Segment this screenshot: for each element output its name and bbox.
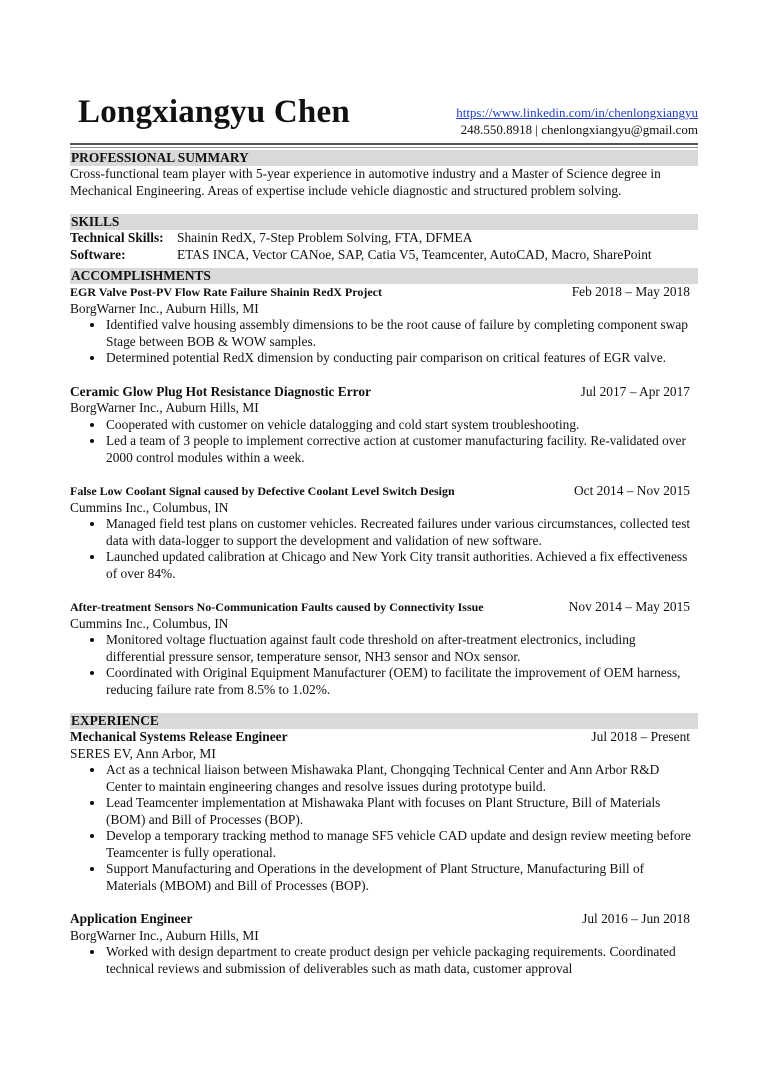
software-label: Software: — [70, 246, 126, 262]
accomplishments-heading: ACCOMPLISHMENTS — [70, 268, 698, 284]
software-value: ETAS INCA, Vector CANoe, SAP, Catia V5, Teamcenter, AutoCAD, Macro, SharePoint — [177, 246, 652, 262]
candidate-name: Longxiangyu Chen — [78, 94, 350, 130]
experience-entry — [70, 911, 698, 977]
accomplishment-title: False Low Coolant Signal caused by Defective Coolant Level Switch Design — [70, 484, 455, 498]
bullet-item: • Lead Teamcenter implementation at Mishawaka Plant with focuses on Plant Structure, Bill of Materials (BOM) and Bill of Processes (BOP). — [105, 795, 698, 828]
phone-email: 248.550.8918 | chenlongxiangyu@gmail.com — [460, 122, 698, 137]
linkedin-link[interactable]: https://www.linkedin.com/in/chenlongxiangyu — [456, 105, 698, 120]
summary-text: Cross-functional team player with 5-year experience in automotive industry and a Master of Science degree in Mechanical Engineering. Areas of expertise include vehicle diagnostic and structured problem solving. — [70, 166, 661, 198]
bullet-item: • Launched updated calibration at Chicago and New York City transit authorities. Achieved a fix effectiveness of over 84%. — [105, 549, 698, 582]
accomplishment-company: BorgWarner Inc., Auburn Hills, MI — [70, 400, 259, 415]
bullet-item: • Determined potential RedX dimension by conducting pair comparison on critical features of EGR valve. — [105, 350, 698, 367]
accomplishment-title: EGR Valve Post-PV Flow Rate Failure Shainin RedX Project — [70, 285, 382, 299]
accomplishment-date: Jul 2017 – Apr 2017 — [580, 383, 690, 399]
accomplishment-date: Nov 2014 – May 2015 — [568, 599, 690, 614]
accomplishment-date: Feb 2018 – May 2018 — [571, 284, 690, 299]
accomplishment-bullets — [70, 317, 698, 367]
job-company: BorgWarner Inc., Auburn Hills, MI — [70, 927, 259, 943]
summary-heading: PROFESSIONAL SUMMARY — [70, 150, 698, 166]
bullet-item: • Worked with design department to create product design per vehicle packaging requirements. Coordinated technical reviews and submission of deliverables such as math data, customer approval — [105, 944, 698, 977]
experience-entry — [70, 729, 698, 894]
bullet-item: • Managed field test plans on customer vehicles. Recreated failures under various circumstances, collected test data with data-logger to support the development and validation of new software. — [105, 516, 698, 549]
header-rule-thick — [70, 143, 698, 145]
accomplishment-title: After-treatment Sensors No-Communication Faults caused by Connectivity Issue — [70, 600, 484, 614]
bullet-item: • Monitored voltage fluctuation against fault code threshold on after-treatment electronics, including differential pressure sensor, temperature sensor, NH3 sensor and NOx sensor. — [105, 632, 698, 665]
bullet-item: • Develop a temporary tracking method to manage SF5 vehicle CAD update and design review meeting before Teamcenter is fully operational. — [105, 828, 698, 861]
job-date: Jul 2016 – Jun 2018 — [582, 911, 690, 926]
bullet-item: • Act as a technical liaison between Mishawaka Plant, Chongqing Technical Center and Ann Arbor R&D Center to maintain engineering changes and resolve issues during prototype build. — [105, 762, 698, 795]
accomplishment-bullets — [70, 516, 698, 582]
job-title: Mechanical Systems Release Engineer — [70, 729, 288, 744]
job-bullets — [70, 762, 698, 894]
resume-body — [70, 150, 698, 977]
accomplishment-title: Ceramic Glow Plug Hot Resistance Diagnostic Error — [70, 383, 371, 399]
accomplishment-date: Oct 2014 – Nov 2015 — [573, 483, 690, 498]
bullet-item: • Cooperated with customer on vehicle datalogging and cold start system troubleshooting. — [105, 417, 698, 434]
accomplishment-entry — [70, 284, 698, 367]
job-bullets — [70, 944, 698, 977]
technical-skills-value: Shainin RedX, 7-Step Problem Solving, FTA, DFMEA — [177, 230, 473, 245]
accomplishment-entry — [70, 483, 698, 582]
job-title: Application Engineer — [70, 911, 193, 926]
accomplishment-bullets — [70, 632, 698, 698]
accomplishment-company: Cummins Inc., Columbus, IN — [70, 499, 229, 515]
technical-skills-row — [70, 230, 698, 247]
job-company: SERES EV, Ann Arbor, MI — [70, 745, 216, 761]
software-skills-row — [70, 247, 698, 264]
accomplishment-entry — [70, 599, 698, 698]
technical-skills-label: Technical Skills: — [70, 230, 164, 245]
header-rule-thin — [70, 147, 698, 148]
accomplishment-bullets — [70, 417, 698, 467]
job-date: Jul 2018 – Present — [591, 729, 690, 744]
resume-header — [0, 0, 768, 145]
bullet-item: • Identified valve housing assembly dimensions to be the root cause of failure by completing component swap Stage between BOB & WOW samples. — [105, 317, 698, 350]
accomplishment-entry — [70, 384, 698, 467]
bullet-item: • Led a team of 3 people to implement corrective action at customer manufacturing facility. Re-validated over 2000 control modules within a week. — [105, 433, 698, 466]
accomplishment-company: BorgWarner Inc., Auburn Hills, MI — [70, 300, 259, 316]
skills-heading: SKILLS — [70, 214, 698, 230]
contact-block — [456, 104, 698, 138]
experience-heading: EXPERIENCE — [70, 713, 698, 729]
accomplishment-company: Cummins Inc., Columbus, IN — [70, 615, 229, 631]
bullet-item: • Support Manufacturing and Operations in the development of Plant Structure, Manufacturing Bill of Materials (MBOM) and Bill of Processes (BOP). — [105, 861, 698, 894]
bullet-item: • Coordinated with Original Equipment Manufacturer (OEM) to facilitate the improvement of OEM harness, reducing failure rate from 8.5% to 1.02%. — [105, 665, 698, 698]
